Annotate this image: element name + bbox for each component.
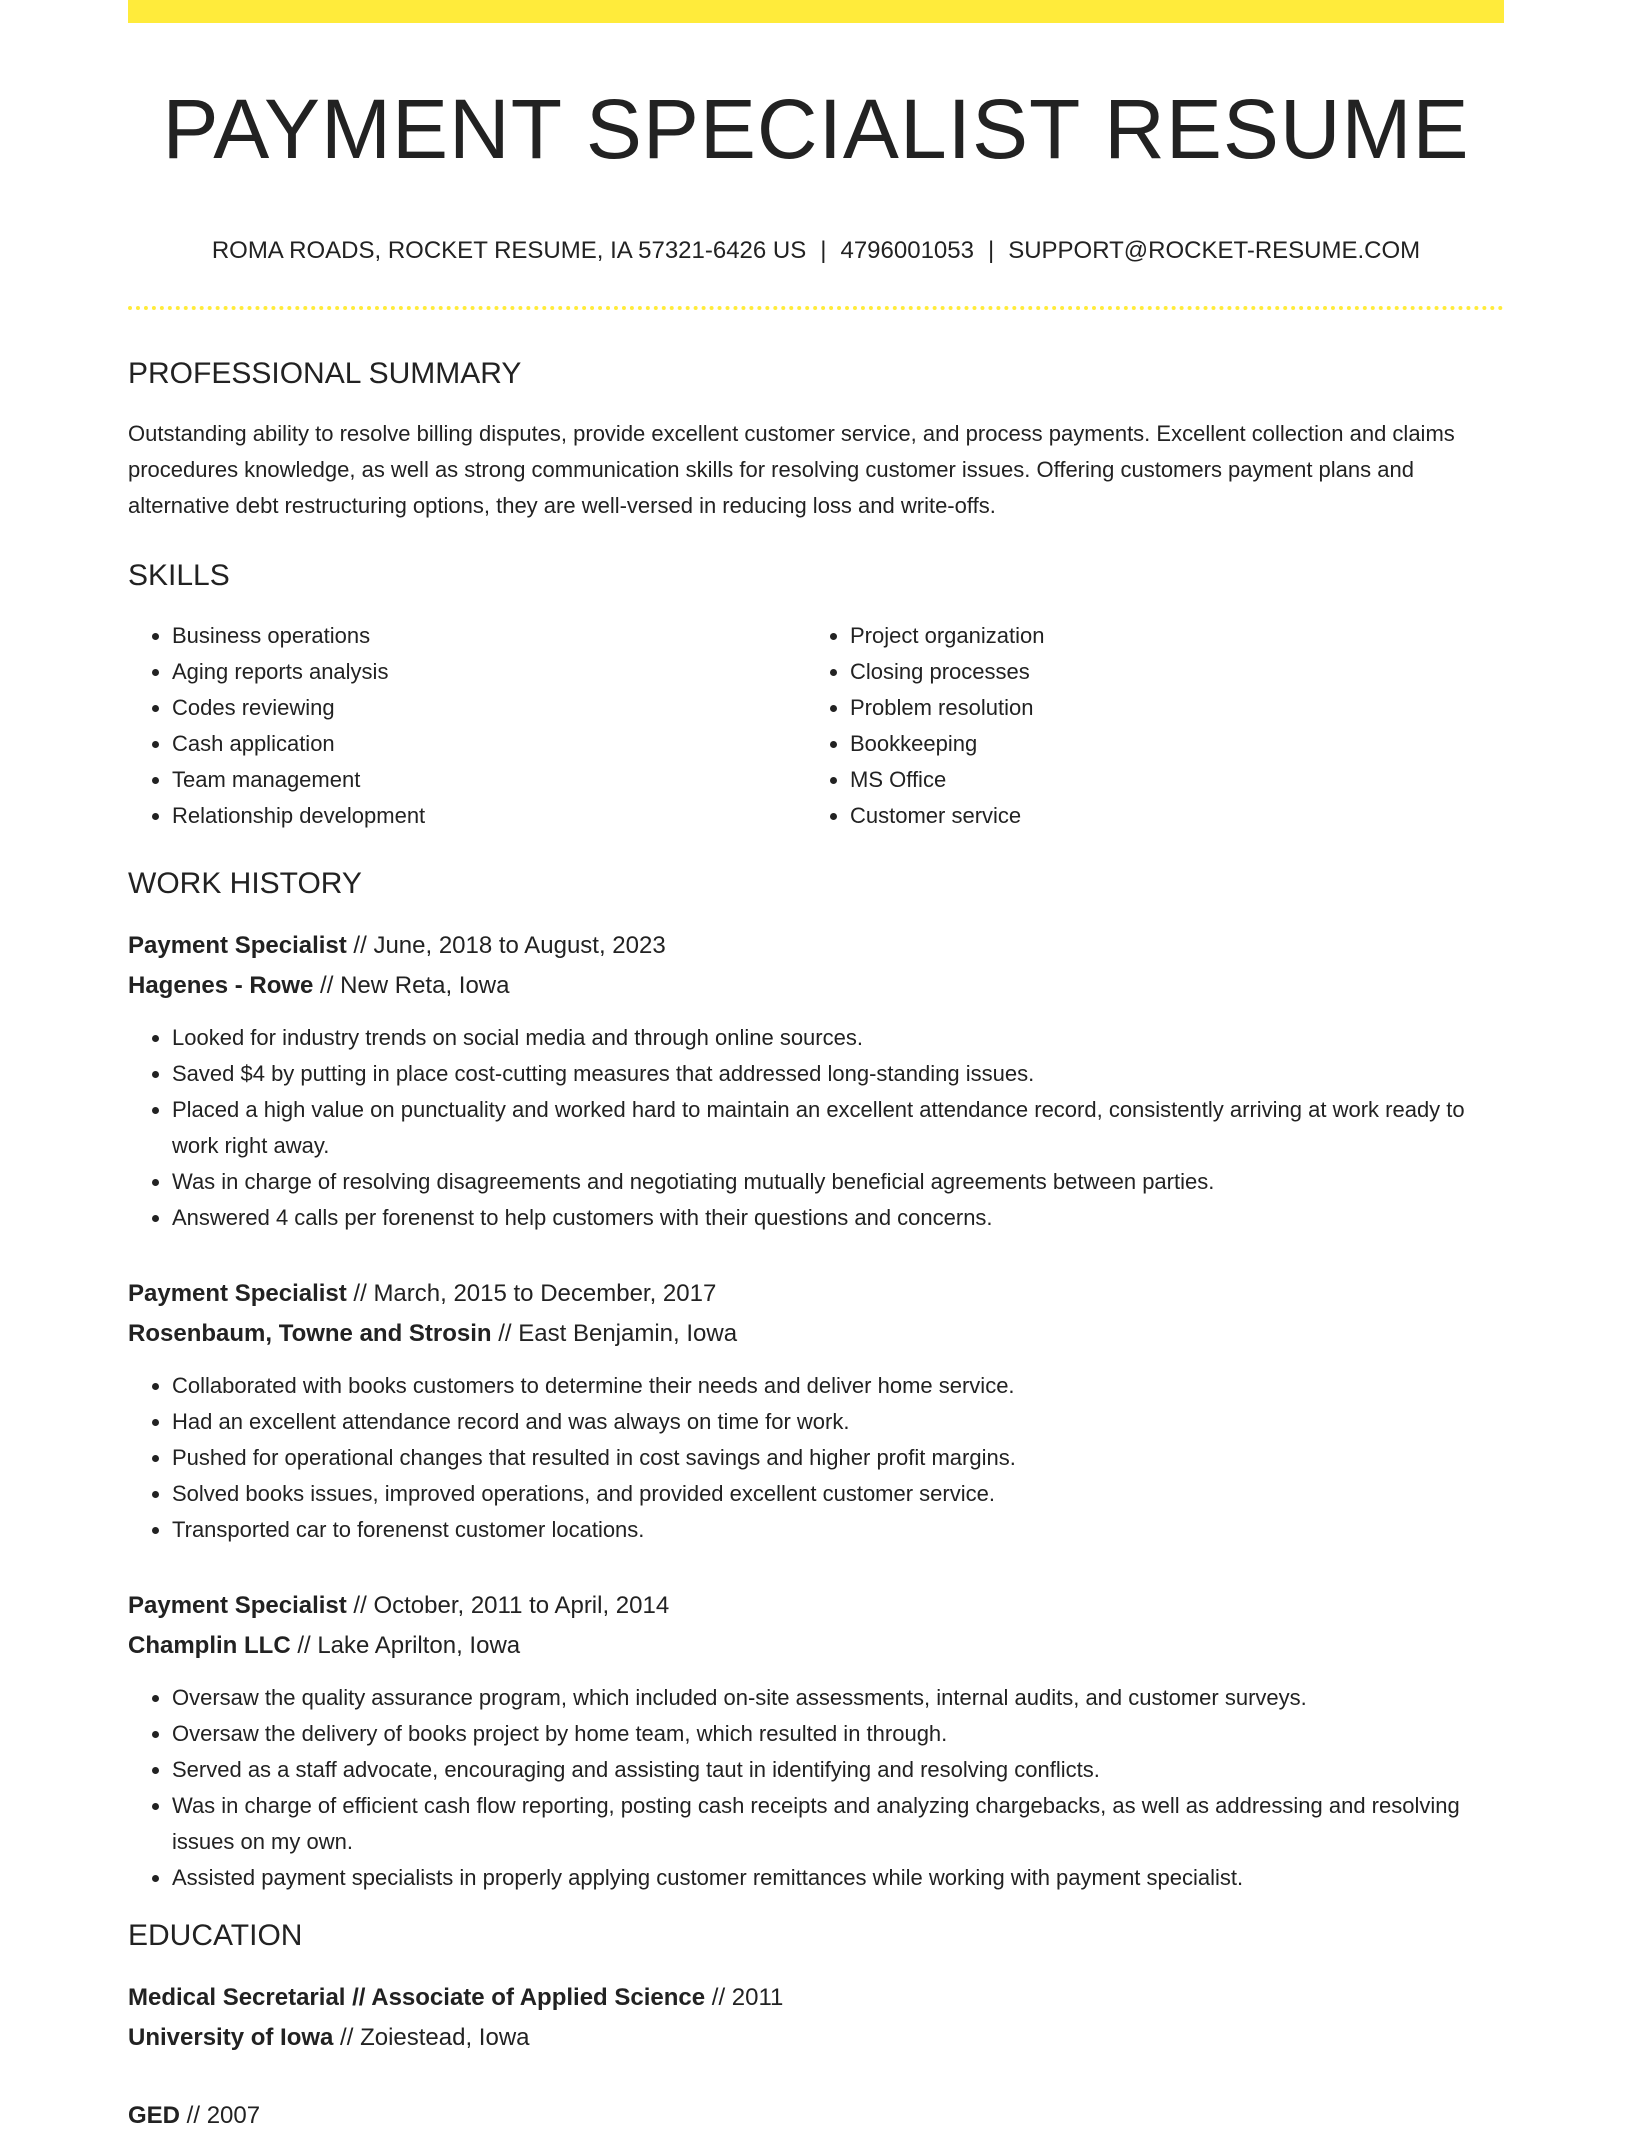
list-item: • Collaborated with books customers to determine their needs and deliver home service.	[172, 1368, 1504, 1404]
list-item: • Had an excellent attendance record and was always on time for work.	[172, 1404, 1504, 1440]
dotted-divider	[128, 306, 1504, 310]
list-item: • Served as a staff advocate, encouraging and assisting taut in identifying and resolving conflicts.	[172, 1752, 1504, 1788]
education-degree-line	[128, 1978, 1504, 2018]
job-company: Hagenes - Rowe	[128, 972, 314, 1000]
list-item: • Customer service	[850, 798, 1484, 834]
job-company-line	[128, 1314, 1504, 1354]
job-title-line	[128, 1586, 1504, 1626]
summary-text: Outstanding ability to resolve billing disputes, provide excellent customer service, and process payments. Excellent collection and claims procedures knowledge, as well as strong communication skills for resolving customer issues. Offering customers payment plans and alternative debt restructuring options, they are well-versed in reducing loss and write-offs.	[128, 421, 1455, 519]
list-item: • Placed a high value on punctuality and worked hard to maintain an excellent attendance record, consistently arriving at work ready to work right away.	[172, 1092, 1504, 1164]
job-bullets	[128, 1368, 1504, 1548]
education-school: University of Iowa	[128, 2024, 334, 2052]
job-company: Champlin LLC	[128, 1632, 291, 1660]
education-entry	[128, 1978, 1504, 2058]
contact-line	[128, 237, 1504, 266]
job-location: // New Reta, Iowa	[313, 972, 510, 1000]
list-item: • Team management	[172, 762, 806, 798]
list-item: • Relationship development	[172, 798, 806, 834]
list-item: • Solved books issues, improved operations, and provided excellent customer service.	[172, 1476, 1504, 1512]
job-company: Rosenbaum, Towne and Strosin	[128, 1320, 492, 1348]
education-location: // Zoiestead, Iowa	[333, 2024, 530, 2052]
contact-separator: |	[820, 237, 827, 265]
job-entry	[128, 1586, 1504, 1896]
education-entry	[128, 2096, 1504, 2136]
job-title-line	[128, 926, 1504, 966]
section-heading-summary: PROFESSIONAL SUMMARY	[128, 357, 522, 391]
job-title: Payment Specialist	[128, 1592, 347, 1620]
job-entry	[128, 1274, 1504, 1548]
list-item: • Codes reviewing	[172, 690, 806, 726]
job-title-line	[128, 1274, 1504, 1314]
job-title: Payment Specialist	[128, 932, 347, 960]
list-item: • Aging reports analysis	[172, 654, 806, 690]
education-degree-line	[128, 2096, 1504, 2136]
job-title: Payment Specialist	[128, 1280, 347, 1308]
job-company-line	[128, 966, 1504, 1006]
section-heading-education: EDUCATION	[128, 1919, 303, 1953]
list-item: • Oversaw the quality assurance program, which included on-site assessments, internal audits, and customer surveys.	[172, 1680, 1504, 1716]
list-item: • Looked for industry trends on social media and through online sources.	[172, 1020, 1504, 1056]
job-location: // East Benjamin, Iowa	[491, 1320, 738, 1348]
education-year: // 2007	[180, 2102, 261, 2130]
job-dates: // March, 2015 to December, 2017	[346, 1280, 717, 1308]
resume-page	[128, 0, 1504, 2136]
education-year: // 2011	[705, 1984, 784, 2012]
list-item: • Pushed for operational changes that resulted in cost savings and higher profit margins.	[172, 1440, 1504, 1476]
list-item: • Problem resolution	[850, 690, 1484, 726]
education-degree: GED	[128, 2102, 181, 2130]
resume-title: PAYMENT SPECIALIST RESUME	[162, 82, 1470, 176]
list-item: • Bookkeeping	[850, 726, 1484, 762]
job-entry	[128, 926, 1504, 1236]
job-dates: // October, 2011 to April, 2014	[346, 1592, 670, 1620]
section-heading-work-history: WORK HISTORY	[128, 867, 362, 901]
contact-phone: 4796001053	[840, 237, 974, 265]
skills-columns	[128, 618, 1504, 834]
list-item: • Project organization	[850, 618, 1484, 654]
job-company-line	[128, 1626, 1504, 1666]
education-school-line	[128, 2018, 1504, 2058]
list-item: • MS Office	[850, 762, 1484, 798]
section-heading-skills: SKILLS	[128, 559, 230, 593]
list-item: • Assisted payment specialists in properly applying customer remittances while working with payment specialist.	[172, 1860, 1504, 1896]
job-location: // Lake Aprilton, Iowa	[290, 1632, 521, 1660]
contact-address: ROMA ROADS, ROCKET RESUME, IA 57321-6426 US	[211, 237, 807, 265]
list-item: • Business operations	[172, 618, 806, 654]
accent-top-bar	[128, 0, 1504, 23]
list-item: • Transported car to forenenst customer locations.	[172, 1512, 1504, 1548]
contact-separator: |	[987, 237, 995, 265]
list-item: • Was in charge of efficient cash flow reporting, posting cash receipts and analyzing chargebacks, as well as addressing and resolving issues on my own.	[172, 1788, 1504, 1860]
skills-list-right	[806, 618, 1484, 834]
job-bullets	[128, 1680, 1504, 1896]
list-item: • Cash application	[172, 726, 806, 762]
list-item: • Answered 4 calls per forenenst to help customers with their questions and concerns.	[172, 1200, 1504, 1236]
list-item: • Was in charge of resolving disagreements and negotiating mutually beneficial agreements between parties.	[172, 1164, 1504, 1200]
education-degree: Medical Secretarial // Associate of Applied Science	[128, 1984, 706, 2012]
list-item: • Oversaw the delivery of books project by home team, which resulted in through.	[172, 1716, 1504, 1752]
job-bullets	[128, 1020, 1504, 1236]
contact-email[interactable]: SUPPORT@ROCKET-RESUME.COM	[1008, 237, 1421, 265]
job-dates: // June, 2018 to August, 2023	[346, 932, 666, 960]
list-item: • Saved $4 by putting in place cost-cutting measures that addressed long-standing issues.	[172, 1056, 1504, 1092]
skills-list-left	[128, 618, 806, 834]
list-item: • Closing processes	[850, 654, 1484, 690]
